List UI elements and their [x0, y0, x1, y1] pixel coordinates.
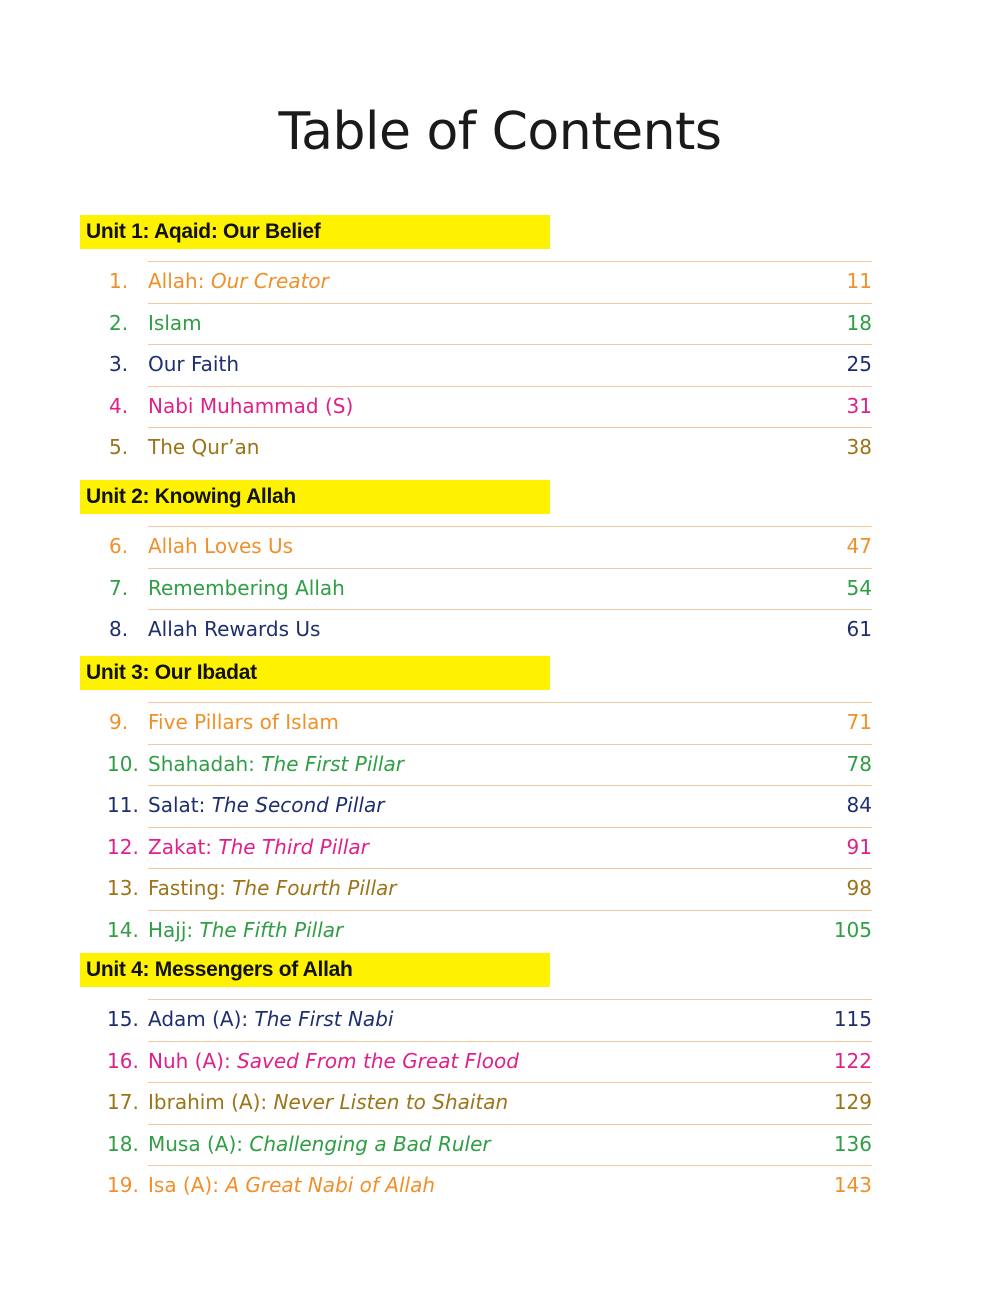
toc-entry[interactable]: [0, 702, 1000, 744]
chapter-subtitle: A Great Nabi of Allah: [218, 1173, 436, 1198]
toc-entry[interactable]: [0, 568, 1000, 610]
chapter-title-main: The Qur’an: [148, 435, 260, 460]
toc-entry[interactable]: [0, 999, 1000, 1041]
toc-entry[interactable]: [0, 868, 1000, 910]
chapter-subtitle: Challenging a Bad Ruler: [243, 1131, 491, 1156]
chapter-number: 2.: [109, 310, 129, 335]
chapter-title: [148, 871, 397, 905]
chapter-title: [148, 571, 345, 605]
entry-divider: [148, 1165, 872, 1166]
chapter-subtitle: Our Creator: [204, 269, 329, 293]
page-number: 98: [846, 876, 872, 901]
page-number: 84: [846, 793, 872, 818]
chapter-title-main: Nabi Muhammad (S): [148, 393, 354, 418]
toc-entry[interactable]: [0, 1124, 1000, 1166]
toc-entry[interactable]: [0, 827, 1000, 869]
chapter-title-main: Hajj:: [148, 918, 194, 942]
page-number: 54: [846, 575, 872, 600]
chapter-title: [148, 747, 404, 781]
chapter-subtitle: The Fourth Pillar: [225, 876, 397, 901]
entry-divider: [148, 744, 872, 745]
page-number: 105: [833, 918, 872, 942]
chapter-title: [148, 1002, 393, 1036]
chapter-number: 8.: [109, 617, 129, 642]
chapter-number: 16.: [107, 1048, 139, 1073]
entry-divider: [148, 868, 872, 869]
chapter-number: 19.: [107, 1173, 139, 1198]
page-number: 136: [833, 1131, 872, 1156]
chapter-title-main: Remembering Allah: [148, 575, 345, 600]
page-number: 143: [833, 1173, 872, 1198]
chapter-title: [148, 830, 369, 864]
page-number: 78: [846, 751, 872, 776]
page-number: 71: [846, 710, 872, 734]
chapter-number: 9.: [109, 710, 129, 734]
entry-divider: [148, 261, 872, 262]
chapter-subtitle: The First Nabi: [248, 1007, 394, 1031]
page-number: 129: [833, 1090, 872, 1115]
chapter-title: [148, 430, 259, 464]
page-title: Table of Contents: [278, 102, 722, 162]
entry-divider: [148, 568, 872, 569]
chapter-number: 17.: [107, 1090, 139, 1115]
toc-entry[interactable]: [0, 526, 1000, 568]
chapter-title-main: Isa (A):: [148, 1173, 219, 1198]
entry-divider: [148, 702, 872, 703]
entry-divider: [148, 427, 872, 428]
entry-divider: [148, 999, 872, 1000]
chapter-subtitle: Never Listen to Shaitan: [267, 1090, 509, 1115]
entry-divider: [148, 526, 872, 527]
page-number: 122: [833, 1048, 872, 1073]
toc-entry[interactable]: [0, 1165, 1000, 1207]
toc-entry[interactable]: [0, 344, 1000, 386]
chapter-title-main: Adam (A):: [148, 1007, 249, 1031]
page-number: 18: [846, 310, 872, 335]
chapter-subtitle: Saved From the Great Flood: [230, 1048, 519, 1073]
chapter-number: 12.: [107, 834, 139, 859]
chapter-title: [148, 612, 320, 646]
entry-divider: [148, 827, 872, 828]
toc-entry[interactable]: [0, 1082, 1000, 1124]
chapter-title-main: Salat:: [148, 793, 206, 818]
chapter-title-main: Allah:: [148, 269, 205, 293]
chapter-title: [148, 264, 329, 298]
entry-divider: [148, 1082, 872, 1083]
chapter-title: [148, 1127, 491, 1161]
chapter-title-main: Islam: [148, 310, 202, 335]
chapter-subtitle: The Third Pillar: [212, 834, 369, 859]
chapter-title: [148, 1044, 519, 1078]
chapter-title-main: Nuh (A):: [148, 1048, 231, 1073]
entry-divider: [148, 386, 872, 387]
chapter-title: [148, 705, 339, 739]
entry-divider: [148, 609, 872, 610]
toc-entry[interactable]: [0, 261, 1000, 303]
chapter-title-main: Fasting:: [148, 876, 226, 901]
chapter-number: 14.: [107, 918, 139, 942]
chapter-title: [148, 913, 343, 947]
entry-divider: [148, 303, 872, 304]
chapter-subtitle: The First Pillar: [254, 751, 404, 776]
unit-header: Unit 3: Our Ibadat: [80, 656, 550, 690]
chapter-number: 7.: [109, 575, 129, 600]
chapter-title: [148, 529, 293, 563]
page-number: 31: [846, 393, 872, 418]
chapter-title: [148, 788, 384, 822]
page-number: 47: [846, 534, 872, 558]
chapter-number: 10.: [107, 751, 139, 776]
chapter-title-main: Allah Rewards Us: [148, 617, 321, 642]
chapter-subtitle: The Fifth Pillar: [193, 918, 344, 942]
chapter-title: [148, 1085, 508, 1119]
chapter-title: [148, 389, 353, 423]
toc-entry[interactable]: [0, 427, 1000, 469]
page-number: 115: [833, 1007, 872, 1031]
chapter-title-main: Ibrahim (A):: [148, 1090, 268, 1115]
toc-entry[interactable]: [0, 386, 1000, 428]
entry-divider: [148, 1124, 872, 1125]
page-number: 11: [846, 269, 872, 293]
chapter-number: 15.: [107, 1007, 139, 1031]
chapter-number: 6.: [109, 534, 129, 558]
chapter-number: 11.: [107, 793, 139, 818]
toc-entry[interactable]: [0, 1041, 1000, 1083]
chapter-title: [148, 306, 202, 340]
unit-header: Unit 1: Aqaid: Our Belief: [80, 215, 550, 249]
unit-header: Unit 4: Messengers of Allah: [80, 953, 550, 987]
chapter-title: [148, 1168, 435, 1202]
toc-entry[interactable]: [0, 785, 1000, 827]
entry-divider: [148, 1041, 872, 1042]
chapter-number: 18.: [107, 1131, 139, 1156]
chapter-title: [148, 347, 239, 381]
toc-entry[interactable]: [0, 303, 1000, 345]
chapter-title-main: Shahadah:: [148, 751, 255, 776]
chapter-title-main: Musa (A):: [148, 1131, 243, 1156]
entry-divider: [148, 785, 872, 786]
toc-entry[interactable]: [0, 609, 1000, 651]
chapter-subtitle: The Second Pillar: [205, 793, 385, 818]
page-number: 38: [846, 435, 872, 460]
page-number: 61: [846, 617, 872, 642]
chapter-number: 1.: [109, 269, 129, 293]
page-number: 25: [846, 352, 872, 377]
chapter-number: 3.: [109, 352, 129, 377]
chapter-title-main: Our Faith: [148, 352, 239, 377]
chapter-number: 5.: [109, 435, 129, 460]
chapter-number: 13.: [107, 876, 139, 901]
toc-entry[interactable]: [0, 744, 1000, 786]
toc-entry[interactable]: [0, 910, 1000, 952]
chapter-title-main: Allah Loves Us: [148, 534, 294, 558]
page-number: 91: [846, 834, 872, 859]
unit-header: Unit 2: Knowing Allah: [80, 480, 550, 514]
chapter-number: 4.: [109, 393, 129, 418]
chapter-title-main: Zakat:: [148, 834, 213, 859]
chapter-title-main: Five Pillars of Islam: [148, 710, 339, 734]
entry-divider: [148, 344, 872, 345]
entry-divider: [148, 910, 872, 911]
